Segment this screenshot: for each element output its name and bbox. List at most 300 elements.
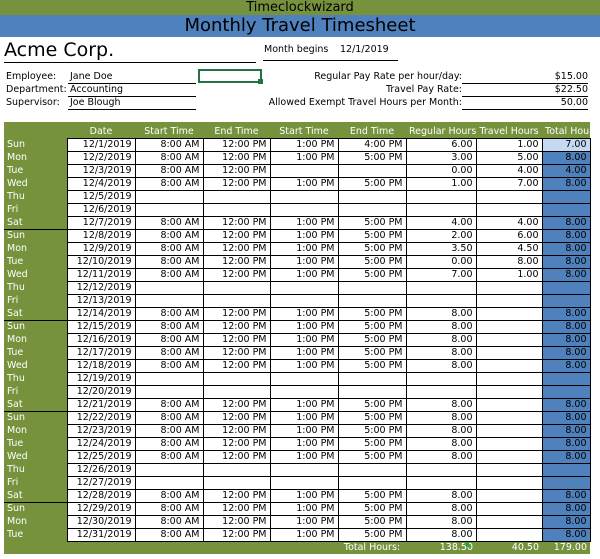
table-row <box>4 516 590 529</box>
company-name[interactable]: Acme Corp. <box>4 39 115 61</box>
cell-date[interactable]: 12/22/2019 <box>67 412 135 425</box>
cell-total[interactable]: 8.00 <box>542 334 590 347</box>
cell-end1[interactable]: 12:00 PM <box>203 347 270 360</box>
cell-total[interactable] <box>542 373 590 386</box>
cell-end2[interactable] <box>338 295 406 308</box>
cell-travel[interactable] <box>476 360 542 373</box>
cell-end1[interactable]: 12:00 PM <box>203 217 270 230</box>
cell-end1[interactable]: 12:00 PM <box>203 360 270 373</box>
cell-travel[interactable] <box>476 321 542 334</box>
cell-end2[interactable] <box>338 204 406 217</box>
cell-date[interactable]: 12/24/2019 <box>67 438 135 451</box>
cell-date[interactable]: 12/13/2019 <box>67 295 135 308</box>
cell-start1[interactable]: 8:00 AM <box>135 438 203 451</box>
cell-regular[interactable]: 8.00 <box>406 529 476 542</box>
cell-end1[interactable]: 12:00 PM <box>203 165 270 178</box>
table-row <box>4 399 590 412</box>
cell-date[interactable]: 12/2/2019 <box>67 152 135 165</box>
cell-date[interactable]: 12/27/2019 <box>67 477 135 490</box>
cell-total[interactable]: 8.00 <box>542 308 590 321</box>
cell-regular[interactable]: 8.00 <box>406 412 476 425</box>
cell-end2[interactable]: 5:00 PM <box>338 243 406 256</box>
cell-end2[interactable]: 5:00 PM <box>338 516 406 529</box>
cell-end1[interactable] <box>203 204 270 217</box>
cell-total[interactable]: 8.00 <box>542 360 590 373</box>
totals-travel[interactable]: 40.50 <box>476 542 542 555</box>
cell-end2[interactable]: 5:00 PM <box>338 490 406 503</box>
cell-end1[interactable] <box>203 373 270 386</box>
cell-start1[interactable]: 8:00 AM <box>135 152 203 165</box>
cell-start2[interactable]: 1:00 PM <box>270 399 338 412</box>
travel-rate-value[interactable]: $22.50 <box>554 84 588 95</box>
cell-date[interactable]: 12/21/2019 <box>67 399 135 412</box>
cell-regular[interactable]: 8.00 <box>406 438 476 451</box>
cell-end2[interactable]: 5:00 PM <box>338 334 406 347</box>
cell-end1[interactable] <box>203 464 270 477</box>
cell-travel[interactable] <box>476 438 542 451</box>
totals-row <box>4 542 590 555</box>
totals-total[interactable]: 179.00 <box>542 542 590 555</box>
cell-date[interactable]: 12/10/2019 <box>67 256 135 269</box>
cell-start2[interactable] <box>270 282 338 295</box>
cell-end2[interactable]: 4:00 PM <box>338 139 406 152</box>
cell-start1[interactable]: 8:00 AM <box>135 412 203 425</box>
cell-end1[interactable]: 12:00 PM <box>203 139 270 152</box>
cell-regular[interactable]: 6.00 <box>406 139 476 152</box>
col-header-end2: End Time <box>338 126 406 139</box>
cell-travel[interactable] <box>476 464 542 477</box>
cell-date[interactable]: 12/5/2019 <box>67 191 135 204</box>
cell-total[interactable]: 8.00 <box>542 347 590 360</box>
cell-day: Sat <box>4 308 67 321</box>
cell-regular[interactable] <box>406 295 476 308</box>
cell-end2[interactable]: 5:00 PM <box>338 178 406 191</box>
cell-total[interactable]: 8.00 <box>542 321 590 334</box>
cell-start1[interactable]: 8:00 AM <box>135 347 203 360</box>
cell-travel[interactable] <box>476 282 542 295</box>
cell-date[interactable]: 12/25/2019 <box>67 451 135 464</box>
cell-end2[interactable] <box>338 165 406 178</box>
cell-day: Sun <box>4 139 67 152</box>
cell-travel[interactable] <box>476 425 542 438</box>
cell-regular[interactable]: 8.00 <box>406 308 476 321</box>
sheet-title: Monthly Travel Timesheet <box>184 15 416 36</box>
cell-travel[interactable]: 4.00 <box>476 217 542 230</box>
cell-start2[interactable]: 1:00 PM <box>270 269 338 282</box>
cell-regular[interactable]: 8.00 <box>406 360 476 373</box>
cell-day: Mon <box>4 152 67 165</box>
cell-regular[interactable]: 1.00 <box>406 178 476 191</box>
cell-start1[interactable]: 8:00 AM <box>135 308 203 321</box>
cell-start2[interactable] <box>270 204 338 217</box>
cell-date[interactable]: 12/17/2019 <box>67 347 135 360</box>
cell-total[interactable] <box>542 464 590 477</box>
cell-start2[interactable]: 1:00 PM <box>270 438 338 451</box>
cell-total[interactable] <box>542 204 590 217</box>
cell-start1[interactable]: 8:00 AM <box>135 217 203 230</box>
employee-value[interactable]: Jane Doe <box>70 71 113 82</box>
supervisor-underline <box>68 109 196 110</box>
cell-total[interactable]: 8.00 <box>542 217 590 230</box>
cell-travel[interactable] <box>476 334 542 347</box>
cell-end1[interactable]: 12:00 PM <box>203 308 270 321</box>
cell-regular[interactable]: 3.50 <box>406 243 476 256</box>
cell-total[interactable]: 8.00 <box>542 529 590 542</box>
cell-day: Sat <box>4 217 67 230</box>
cell-regular[interactable] <box>406 386 476 399</box>
travel-rate-underline <box>462 96 588 97</box>
cell-start1[interactable]: 8:00 AM <box>135 503 203 516</box>
cell-end2[interactable] <box>338 386 406 399</box>
totals-label: Total Hours: <box>338 542 406 555</box>
cell-date[interactable]: 12/29/2019 <box>67 503 135 516</box>
cell-start2[interactable] <box>270 191 338 204</box>
fill-handle[interactable] <box>258 79 263 84</box>
cell-total[interactable] <box>542 386 590 399</box>
cell-regular[interactable] <box>406 191 476 204</box>
cell-start2[interactable]: 1:00 PM <box>270 178 338 191</box>
exempt-hours-value[interactable]: 50.00 <box>560 97 588 108</box>
cell-date[interactable]: 12/3/2019 <box>67 165 135 178</box>
totals-regular[interactable]: 138.50 <box>406 542 476 555</box>
cell-travel[interactable]: 1.00 <box>476 269 542 282</box>
cell-regular[interactable]: 0.00 <box>406 165 476 178</box>
cell-end1[interactable] <box>203 191 270 204</box>
cell-start2[interactable]: 1:00 PM <box>270 230 338 243</box>
cell-date[interactable]: 12/16/2019 <box>67 334 135 347</box>
cell-start1[interactable] <box>135 191 203 204</box>
cell-regular[interactable]: 0.00 <box>406 256 476 269</box>
cell-end2[interactable]: 5:00 PM <box>338 438 406 451</box>
cell-start2[interactable]: 1:00 PM <box>270 217 338 230</box>
cell-total[interactable]: 8.00 <box>542 503 590 516</box>
cell-date[interactable]: 12/18/2019 <box>67 360 135 373</box>
regular-rate-value[interactable]: $15.00 <box>554 71 588 82</box>
cell-start1[interactable]: 8:00 AM <box>135 139 203 152</box>
cell-end1[interactable]: 12:00 PM <box>203 412 270 425</box>
cell-date[interactable]: 12/31/2019 <box>67 529 135 542</box>
cell-total[interactable] <box>542 282 590 295</box>
table-row <box>4 503 590 516</box>
cell-travel[interactable] <box>476 386 542 399</box>
cell-end1[interactable]: 12:00 PM <box>203 529 270 542</box>
cell-total[interactable]: 8.00 <box>542 178 590 191</box>
table-row <box>4 334 590 347</box>
cell-end2[interactable] <box>338 477 406 490</box>
cell-start1[interactable]: 8:00 AM <box>135 165 203 178</box>
cell-day: Tue <box>4 347 67 360</box>
cell-end2[interactable]: 5:00 PM <box>338 269 406 282</box>
cell-start2[interactable] <box>270 477 338 490</box>
cell-start2[interactable]: 1:00 PM <box>270 308 338 321</box>
cell-date[interactable]: 12/23/2019 <box>67 425 135 438</box>
brand-name: Timeclockwizard <box>246 0 354 15</box>
cell-regular[interactable]: 8.00 <box>406 347 476 360</box>
cell-total[interactable] <box>542 295 590 308</box>
cell-regular[interactable]: 8.00 <box>406 399 476 412</box>
cell-start1[interactable] <box>135 204 203 217</box>
cell-end2[interactable] <box>338 282 406 295</box>
table-row <box>4 217 590 230</box>
cell-total[interactable]: 8.00 <box>542 243 590 256</box>
cell-travel[interactable] <box>476 308 542 321</box>
cell-day: Sun <box>4 321 67 334</box>
cell-travel[interactable] <box>476 529 542 542</box>
cell-total[interactable]: 8.00 <box>542 516 590 529</box>
cell-date[interactable]: 12/26/2019 <box>67 464 135 477</box>
cell-total[interactable]: 4.00 <box>542 165 590 178</box>
cell-end2[interactable]: 5:00 PM <box>338 217 406 230</box>
employee-label: Employee: <box>6 71 57 82</box>
cell-regular[interactable]: 8.00 <box>406 490 476 503</box>
cell-travel[interactable] <box>476 399 542 412</box>
cell-start2[interactable] <box>270 464 338 477</box>
cell-end2[interactable]: 5:00 PM <box>338 256 406 269</box>
cell-total[interactable]: 8.00 <box>542 399 590 412</box>
cell-end2[interactable]: 5:00 PM <box>338 152 406 165</box>
cell-start2[interactable]: 1:00 PM <box>270 321 338 334</box>
cell-start1[interactable] <box>135 295 203 308</box>
cell-travel[interactable] <box>476 477 542 490</box>
cell-end2[interactable]: 5:00 PM <box>338 425 406 438</box>
cell-day: Mon <box>4 334 67 347</box>
cell-end2[interactable]: 5:00 PM <box>338 308 406 321</box>
cell-start1[interactable]: 8:00 AM <box>135 178 203 191</box>
cell-end2[interactable]: 5:00 PM <box>338 503 406 516</box>
cell-start2[interactable]: 1:00 PM <box>270 347 338 360</box>
totals-spacer <box>4 542 338 555</box>
cell-end1[interactable]: 12:00 PM <box>203 425 270 438</box>
cell-total[interactable]: 8.00 <box>542 256 590 269</box>
cell-date[interactable]: 12/4/2019 <box>67 178 135 191</box>
cell-regular[interactable]: 3.00 <box>406 152 476 165</box>
cell-date[interactable]: 12/15/2019 <box>67 321 135 334</box>
cell-regular[interactable]: 8.00 <box>406 516 476 529</box>
cell-day: Tue <box>4 256 67 269</box>
cell-regular[interactable]: 2.00 <box>406 230 476 243</box>
cell-end1[interactable]: 12:00 PM <box>203 451 270 464</box>
department-label: Department: <box>6 84 67 95</box>
cell-start1[interactable] <box>135 477 203 490</box>
cell-travel[interactable] <box>476 451 542 464</box>
cell-regular[interactable]: 8.00 <box>406 334 476 347</box>
cell-start2[interactable]: 1:00 PM <box>270 334 338 347</box>
cell-travel[interactable]: 7.00 <box>476 178 542 191</box>
cell-travel[interactable] <box>476 295 542 308</box>
cell-end1[interactable]: 12:00 PM <box>203 230 270 243</box>
cell-regular[interactable] <box>406 373 476 386</box>
cell-date[interactable]: 12/30/2019 <box>67 516 135 529</box>
cell-end2[interactable]: 5:00 PM <box>338 399 406 412</box>
cell-travel[interactable]: 8.00 <box>476 256 542 269</box>
cell-regular[interactable]: 8.00 <box>406 321 476 334</box>
cell-start1[interactable]: 8:00 AM <box>135 529 203 542</box>
cell-total[interactable]: 8.00 <box>542 412 590 425</box>
selected-cell[interactable] <box>198 69 262 83</box>
cell-end2[interactable] <box>338 191 406 204</box>
cell-start2[interactable] <box>270 295 338 308</box>
cell-total[interactable]: 8.00 <box>542 269 590 282</box>
cell-end2[interactable]: 5:00 PM <box>338 360 406 373</box>
month-underline <box>263 60 398 61</box>
cell-date[interactable]: 12/7/2019 <box>67 217 135 230</box>
cell-start2[interactable]: 1:00 PM <box>270 490 338 503</box>
cell-day: Wed <box>4 451 67 464</box>
header-row <box>4 126 590 139</box>
cell-travel[interactable] <box>476 503 542 516</box>
cell-total[interactable]: 8.00 <box>542 490 590 503</box>
cell-regular[interactable]: 4.00 <box>406 217 476 230</box>
cell-end2[interactable]: 5:00 PM <box>338 451 406 464</box>
cell-end2[interactable]: 5:00 PM <box>338 230 406 243</box>
cell-date[interactable]: 12/11/2019 <box>67 269 135 282</box>
cell-day: Thu <box>4 464 67 477</box>
cell-travel[interactable]: 1.00 <box>476 139 542 152</box>
cell-end1[interactable]: 12:00 PM <box>203 152 270 165</box>
cell-total[interactable] <box>542 191 590 204</box>
cell-end1[interactable]: 12:00 PM <box>203 490 270 503</box>
cell-day: Sun <box>4 503 67 516</box>
department-value[interactable]: Accounting <box>70 84 124 95</box>
cell-end1[interactable]: 12:00 PM <box>203 438 270 451</box>
cell-regular[interactable] <box>406 464 476 477</box>
cell-date[interactable]: 12/14/2019 <box>67 308 135 321</box>
cell-travel[interactable] <box>476 373 542 386</box>
cell-start2[interactable]: 1:00 PM <box>270 503 338 516</box>
supervisor-value[interactable]: Joe Blough <box>70 97 121 108</box>
cell-start1[interactable]: 8:00 AM <box>135 451 203 464</box>
cell-travel[interactable] <box>476 191 542 204</box>
cell-start2[interactable]: 1:00 PM <box>270 243 338 256</box>
cell-total[interactable] <box>542 477 590 490</box>
cell-start1[interactable]: 8:00 AM <box>135 516 203 529</box>
cell-end2[interactable] <box>338 464 406 477</box>
cell-regular[interactable]: 8.00 <box>406 503 476 516</box>
cell-start2[interactable] <box>270 373 338 386</box>
month-value[interactable]: 12/1/2019 <box>340 44 389 55</box>
cell-start2[interactable]: 1:00 PM <box>270 412 338 425</box>
cell-date[interactable]: 12/1/2019 <box>67 139 135 152</box>
cell-start1[interactable] <box>135 282 203 295</box>
cell-start1[interactable]: 8:00 AM <box>135 425 203 438</box>
cell-date[interactable]: 12/28/2019 <box>67 490 135 503</box>
cell-regular[interactable] <box>406 282 476 295</box>
cell-end1[interactable]: 12:00 PM <box>203 321 270 334</box>
cell-start2[interactable]: 1:00 PM <box>270 451 338 464</box>
cell-date[interactable]: 12/9/2019 <box>67 243 135 256</box>
cell-start2[interactable] <box>270 165 338 178</box>
cell-start2[interactable]: 1:00 PM <box>270 425 338 438</box>
cell-total[interactable]: 8.00 <box>542 230 590 243</box>
cell-start2[interactable]: 1:00 PM <box>270 360 338 373</box>
cell-start1[interactable]: 8:00 AM <box>135 230 203 243</box>
cell-start1[interactable]: 8:00 AM <box>135 360 203 373</box>
cell-travel[interactable]: 5.00 <box>476 152 542 165</box>
cell-start2[interactable]: 1:00 PM <box>270 529 338 542</box>
cell-end2[interactable] <box>338 373 406 386</box>
cell-start2[interactable]: 1:00 PM <box>270 256 338 269</box>
cell-start1[interactable]: 8:00 AM <box>135 490 203 503</box>
cell-travel[interactable] <box>476 516 542 529</box>
cell-start2[interactable] <box>270 386 338 399</box>
cell-end1[interactable]: 12:00 PM <box>203 503 270 516</box>
cell-date[interactable]: 12/20/2019 <box>67 386 135 399</box>
cell-day: Fri <box>4 477 67 490</box>
cell-end2[interactable]: 5:00 PM <box>338 321 406 334</box>
cell-end1[interactable]: 12:00 PM <box>203 243 270 256</box>
cell-end1[interactable]: 12:00 PM <box>203 516 270 529</box>
table-row <box>4 464 590 477</box>
cell-travel[interactable] <box>476 490 542 503</box>
col-header-day <box>4 126 67 139</box>
cell-regular[interactable]: 8.00 <box>406 451 476 464</box>
cell-day: Mon <box>4 243 67 256</box>
cell-end1[interactable]: 12:00 PM <box>203 178 270 191</box>
cell-regular[interactable]: 7.00 <box>406 269 476 282</box>
cell-start1[interactable]: 8:00 AM <box>135 269 203 282</box>
cell-start1[interactable] <box>135 373 203 386</box>
cell-end2[interactable]: 5:00 PM <box>338 412 406 425</box>
cell-start1[interactable] <box>135 464 203 477</box>
cell-end1[interactable]: 12:00 PM <box>203 399 270 412</box>
cell-regular[interactable]: 8.00 <box>406 425 476 438</box>
cell-travel[interactable] <box>476 204 542 217</box>
employee-underline <box>68 83 196 84</box>
cell-start1[interactable]: 8:00 AM <box>135 243 203 256</box>
exempt-hours-label: Allowed Exempt Travel Hours per Month: <box>268 97 462 108</box>
cell-date[interactable]: 12/6/2019 <box>67 204 135 217</box>
cell-start2[interactable]: 1:00 PM <box>270 152 338 165</box>
cell-end2[interactable]: 5:00 PM <box>338 347 406 360</box>
cell-end1[interactable]: 12:00 PM <box>203 256 270 269</box>
cell-end1[interactable] <box>203 477 270 490</box>
cell-regular[interactable] <box>406 204 476 217</box>
cell-start1[interactable]: 8:00 AM <box>135 334 203 347</box>
cell-total[interactable]: 8.00 <box>542 451 590 464</box>
cell-start1[interactable]: 8:00 AM <box>135 321 203 334</box>
cell-travel[interactable]: 6.00 <box>476 230 542 243</box>
cell-start1[interactable]: 8:00 AM <box>135 256 203 269</box>
cell-start1[interactable] <box>135 386 203 399</box>
table-row <box>4 347 590 360</box>
cell-end1[interactable]: 12:00 PM <box>203 334 270 347</box>
cell-end1[interactable] <box>203 295 270 308</box>
cell-date[interactable]: 12/8/2019 <box>67 230 135 243</box>
cell-end2[interactable]: 5:00 PM <box>338 529 406 542</box>
cell-total[interactable]: 8.00 <box>542 152 590 165</box>
cell-travel[interactable] <box>476 412 542 425</box>
cell-travel[interactable]: 4.50 <box>476 243 542 256</box>
cell-date[interactable]: 12/19/2019 <box>67 373 135 386</box>
cell-date[interactable]: 12/12/2019 <box>67 282 135 295</box>
cell-end1[interactable]: 12:00 PM <box>203 269 270 282</box>
cell-total[interactable]: 8.00 <box>542 438 590 451</box>
cell-total[interactable]: 7.00 <box>542 139 590 152</box>
cell-total[interactable]: 8.00 <box>542 425 590 438</box>
cell-start2[interactable]: 1:00 PM <box>270 139 338 152</box>
cell-start1[interactable]: 8:00 AM <box>135 399 203 412</box>
department-underline <box>68 96 196 97</box>
cell-travel[interactable] <box>476 347 542 360</box>
table-row <box>4 269 590 282</box>
cell-end1[interactable] <box>203 282 270 295</box>
table-row <box>4 256 590 269</box>
cell-end1[interactable] <box>203 386 270 399</box>
table-row <box>4 295 590 308</box>
cell-regular[interactable] <box>406 477 476 490</box>
cell-start2[interactable]: 1:00 PM <box>270 516 338 529</box>
cell-travel[interactable]: 4.00 <box>476 165 542 178</box>
